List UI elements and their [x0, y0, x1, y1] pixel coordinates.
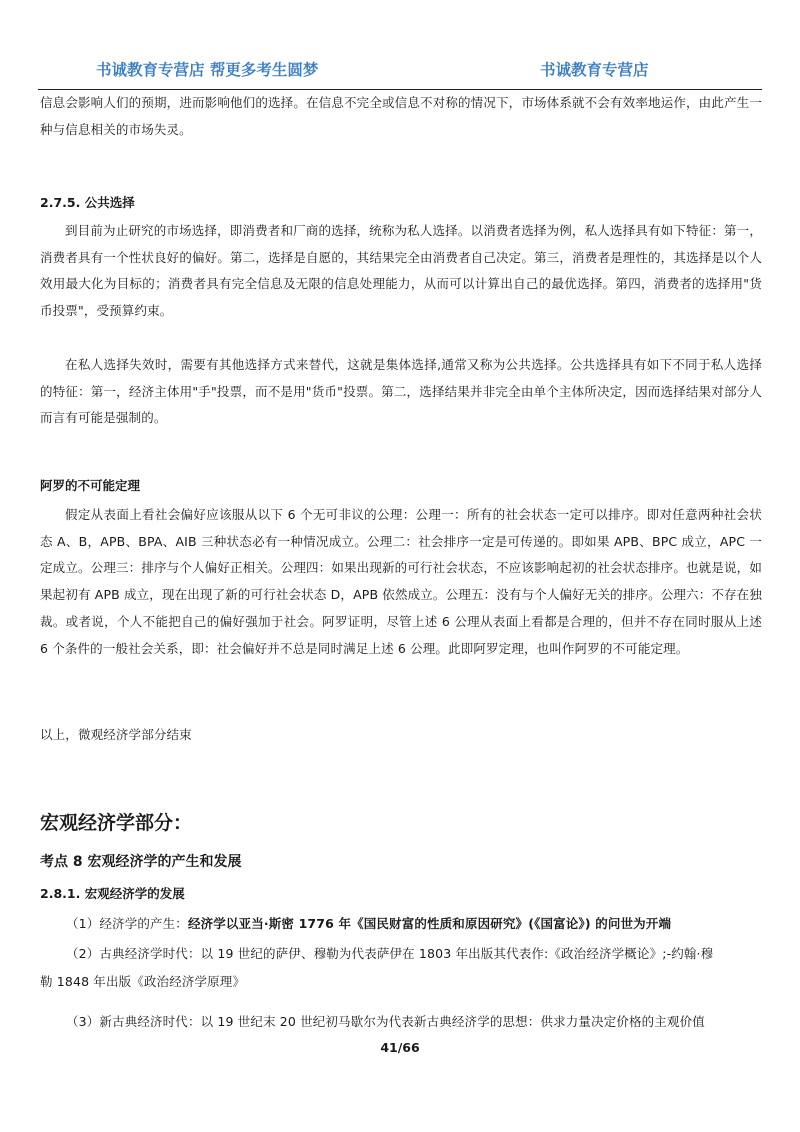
micro-end-note: 以上，微观经济学部分结束	[40, 727, 192, 742]
section-heading-arrow-theorem: 阿罗的不可能定理	[40, 478, 141, 493]
list-item-1-bold: 经济学以亚当·斯密 1776 年《国民财富的性质和原因研究》(《国富论》) 的问世为开端	[187, 916, 672, 931]
list-item-1	[66, 914, 671, 932]
arrow-theorem-paragraph: 假定从表面上看社会偏好应该服从以下 6 个无可非议的公理：公理一：所有的社会状态一定可以排序。即对任意两种社会状态 A、B，APB、BPA、AIB 三种状态必有一种情况成立。公理二：社会排序一定是可传递的。即如果 APB、BPC 成立，APC 一定成立。公理三：排序与个人偏好正相关。公理四：如果出现新的可行社会状态，不应该影响起初的社会状态排序。也就是说，如果起初有 APB 成立，现在出现了新的可行社会状态 D，APB 依然成立。公理五：没有与个人偏好无关的排序。公理六：不存在独裁。或者说，个人不能把自己的偏好强加于社会。阿罗证明，尽管上述 6 公理从表面上看都是合理的，但并不存在同时服从上述 6 个条件的一般社会关系，即：社会偏好并不总是同时满足上述 6 公理。此即阿罗定理，也叫作阿罗的不可能定理。	[40, 507, 762, 656]
kaodian-heading: 考点 8 宏观经济学的产生和发展	[40, 854, 242, 870]
subsection-heading: 2.8.1. 宏观经济学的发展	[40, 886, 185, 901]
list-item-2-line-2: 勒 1848 年出版《政治经济学原理》	[40, 974, 246, 989]
section-heading-public-choice: 2.7.5. 公共选择	[40, 195, 135, 210]
public-choice-paragraph-2: 在私人选择失效时，需要有其他选择方式来替代，这就是集体选择,通常又称为公共选择。公共选择具有如下不同于私人选择的特征：第一，经济主体用"手"投票，而不是用"货币"投票。第二，选择结果并非完全由单个主体所决定，因而选择结果对部分人而言有可能是强制的。	[40, 357, 762, 426]
page-number: 41/66	[380, 1040, 420, 1055]
header-left-title: 书诚教育专营店 帮更多考生圆梦	[96, 61, 319, 79]
header-right-title: 书诚教育专营店	[540, 61, 649, 79]
list-item-2-line-1: （2）古典经济学时代：以 19 世纪的萨伊、穆勒为代表萨伊在 1803 年出版其代表作:《政治经济学概论》;-约翰·穆	[66, 946, 714, 961]
list-item-3: （3）新古典经济时代：以 19 世纪末 20 世纪初马歇尔为代表新古典经济学的思想：供求力量决定价格的主观价值	[66, 1014, 705, 1029]
macro-section-title: 宏观经济学部分：	[40, 812, 193, 834]
intro-paragraph: 信息会影响人们的预期，进而影响他们的选择。在信息不完全或信息不对称的情况下，市场体系就不会有效率地运作，由此产生一种与信息相关的市场失灵。	[40, 95, 762, 137]
list-item-1-prefix: （1）经济学的产生：	[66, 916, 188, 931]
public-choice-paragraph-1: 到目前为止研究的市场选择，即消费者和厂商的选择，统称为私人选择。以消费者选择为例，私人选择具有如下特征：第一，消费者具有一个性状良好的偏好。第二，选择是自愿的，其结果完全由消费者自己决定。第三，消费者是理性的，其选择是以个人效用最大化为目标的；消费者具有完全信息及无限的信息处理能力，从而可以计算出自己的最优选择。第四，消费者的选择用"货币投票"，受预算约束。	[40, 223, 762, 319]
